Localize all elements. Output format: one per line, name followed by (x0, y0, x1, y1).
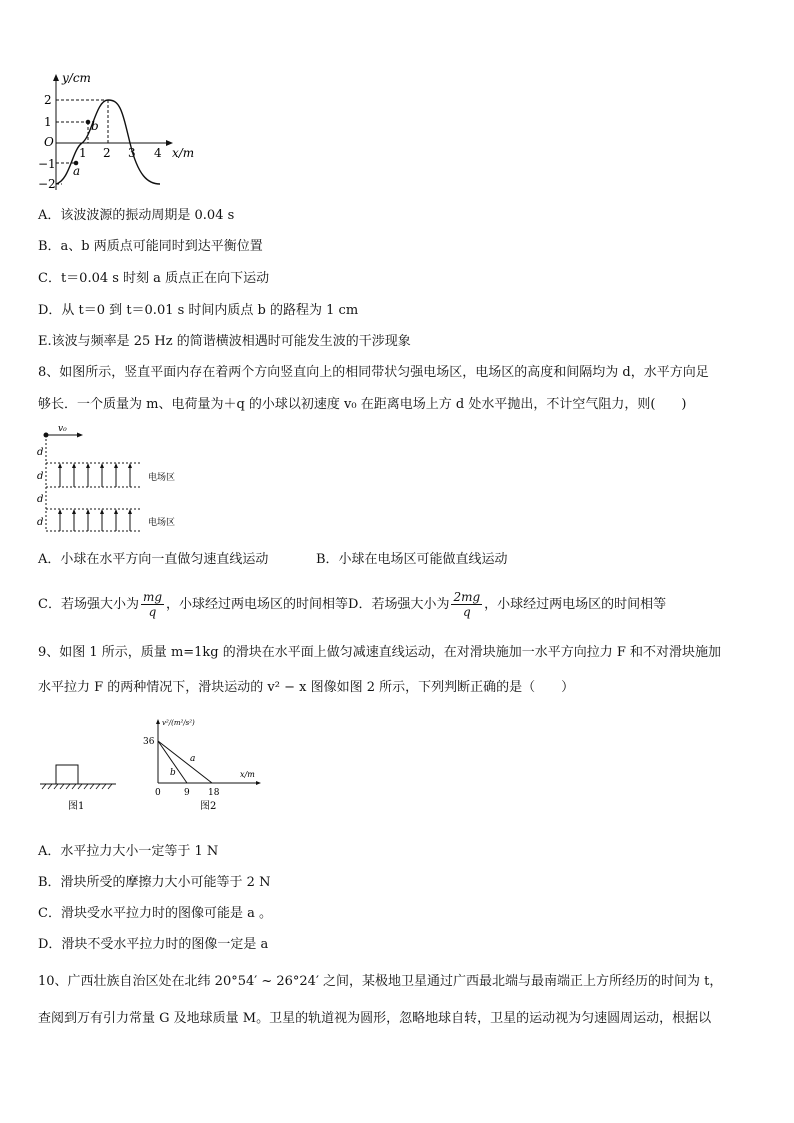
v0-label: v₀ (58, 425, 67, 434)
x-tick-1: 1 (79, 146, 87, 160)
q8-stem-line2: 够长．一个质量为 m、电荷量为＋q 的小球以初速度 v₀ 在距离电场上方 d 处水平抛出，不计空气阻力，则( ) (38, 397, 687, 412)
q7-option-d: D．从 t＝0 到 t＝0.01 s 时间内质点 b 的路程为 1 cm (38, 303, 359, 318)
y-tick-neg1: −1 (38, 157, 56, 171)
q9-option-c: C．滑块受水平拉力时的图像可能是 a 。 (38, 906, 272, 921)
wave-graph-figure (30, 70, 205, 195)
fig2-line-b-label: b (170, 768, 176, 778)
q8-options-cd (38, 588, 666, 622)
zone2-arrowheads (58, 509, 132, 514)
q9-stem-line2: 水平拉力 F 的两种情况下，滑块运动的 v² − x 图像如图 2 所示，下列判断正确的是（ ） (38, 680, 575, 695)
q7-option-e: E.该波与频率是 25 Hz 的简谐横波相遇时可能发生波的干涉现象 (38, 334, 411, 349)
fig2-y-arrow (156, 719, 160, 724)
point-b-label: b (91, 119, 99, 133)
fig1-caption: 图1 (68, 801, 85, 812)
ground-hatching (42, 784, 112, 789)
fig2-x-tick-18: 18 (208, 788, 220, 798)
q10-stem-line2: 查阅到万有引力常量 G 及地球质量 M。卫星的轨道视为圆形，忽略地球自转，卫星的运动视为匀速圆周运动，根据以 (38, 1011, 712, 1026)
q7-option-a: A．该波波源的振动周期是 0.04 s (38, 208, 235, 223)
y-tick-1: 1 (44, 115, 52, 129)
x-tick-4: 4 (154, 146, 162, 160)
fig2-x-tick-0: 0 (155, 788, 161, 798)
fig2-x-arrow (256, 781, 261, 785)
q9-figures (30, 715, 270, 815)
y-axis-arrow (53, 74, 59, 81)
y-tick-neg2: −2 (38, 177, 56, 191)
x-tick-3: 3 (128, 146, 136, 160)
x-tick-2: 2 (103, 146, 111, 160)
q7-option-c: C．t＝0.04 s 时刻 a 质点正在向下运动 (38, 271, 270, 286)
x-axis-label: x/m (172, 146, 195, 160)
d-label-3: d (37, 494, 44, 505)
fig2-line-a-label: a (190, 754, 196, 764)
zone1-arrowheads (58, 463, 132, 468)
origin-label: O (44, 135, 54, 149)
fig2-y-label: v²/(m²/s²) (162, 719, 195, 727)
fraction-2mg-over-q: $\frac{2mg}{q}$ (453, 590, 481, 619)
q8-option-c-prefix: C．若场强大小为 (38, 597, 139, 612)
q8-option-b: B．小球在电场区可能做直线运动 (316, 552, 508, 567)
fraction-mg-over-q: $\frac{mg}{q}$ (142, 590, 163, 619)
q8-option-c-suffix: ，小球经过两电场区的时间相等 (166, 597, 349, 612)
q9-option-b: B．滑块所受的摩擦力大小可能等于 2 N (38, 875, 271, 890)
point-b (86, 120, 91, 125)
d-label-2: d (37, 471, 44, 482)
y-tick-2: 2 (44, 93, 52, 107)
q9-option-d: D．滑块不受水平拉力时的图像一定是 a (38, 937, 269, 952)
q8-option-d-suffix: ，小球经过两电场区的时间相等 (484, 597, 667, 612)
q10-stem-line1: 10、广西壮族自治区处在北纬 20°54′ ~ 26°24′ 之间，某极地卫星通过广西最北端与最南端正上方所经历的时间为 t， (38, 974, 723, 989)
q8-stem-line1: 8、如图所示，竖直平面内存在着两个方向竖直向上的相同带状匀强电场区，电场区的高度和间隔均为 d，水平方向足 (38, 365, 709, 380)
q8-option-a: A．小球在水平方向一直做匀速直线运动 (38, 552, 269, 567)
d-label-4: d (37, 517, 44, 528)
point-a-label: a (73, 164, 81, 178)
fig2-x-label: x/m (240, 770, 255, 779)
q9-option-a: A．水平拉力大小一定等于 1 N (38, 844, 219, 859)
electric-field-figure (30, 425, 200, 535)
zone2-field-lines (60, 511, 130, 531)
sliding-block (56, 765, 78, 784)
zone2-label: 电场区 (148, 518, 176, 528)
zone1-label: 电场区 (148, 473, 176, 483)
q8-option-d-prefix: D．若场强大小为 (348, 597, 450, 612)
q7-option-b: B．a、b 两质点可能同时到达平衡位置 (38, 239, 263, 254)
q9-stem-line1: 9、如图 1 所示，质量 m=1kg 的滑块在水平面上做匀减速直线运动，在对滑块施加一水平方向拉力 F 和不对滑块施加 (38, 645, 722, 660)
v0-arrowhead (77, 433, 83, 438)
fig2-x-tick-9: 9 (184, 788, 190, 798)
zone1-field-lines (60, 465, 130, 487)
fig2-y-tick-36: 36 (143, 737, 155, 747)
fig2-caption: 图2 (200, 801, 217, 812)
d-label-1: d (37, 447, 44, 458)
fig2-line-a (158, 741, 212, 783)
y-axis-label: y/cm (62, 71, 91, 85)
